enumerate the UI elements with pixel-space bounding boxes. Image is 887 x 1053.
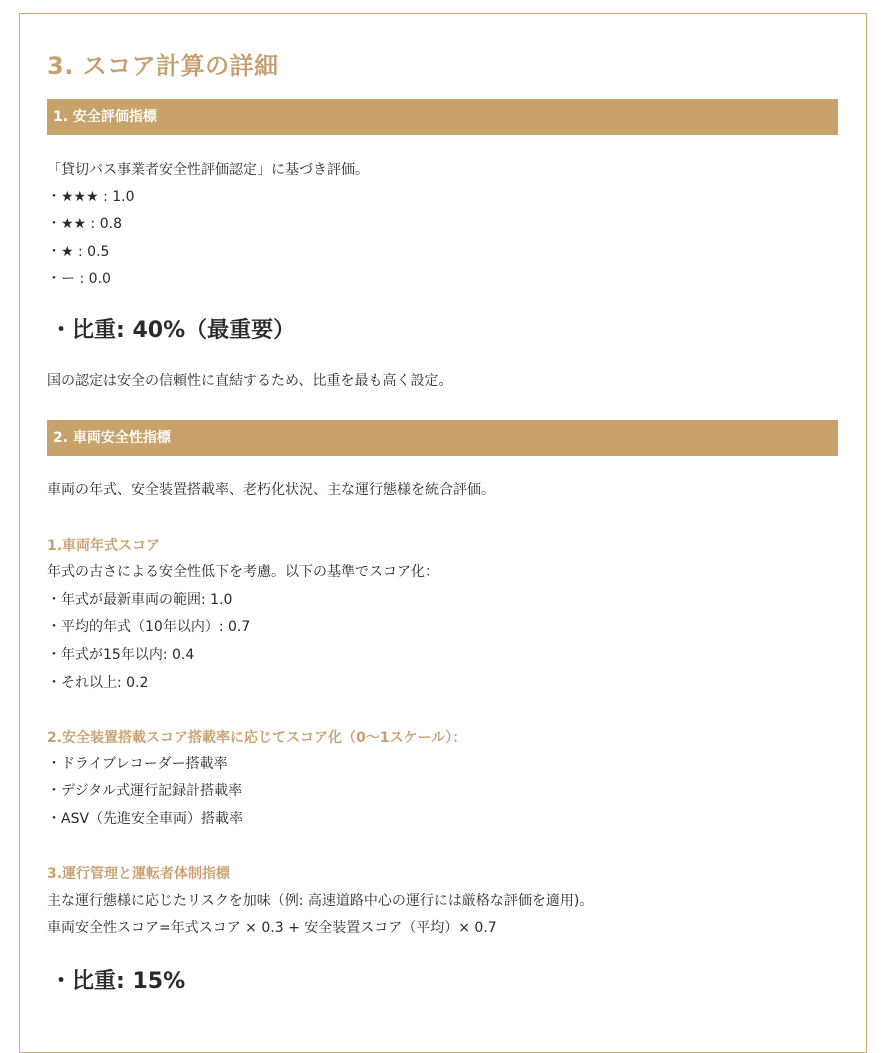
- operation-management-title: 3.運行管理と運転者体制指標: [47, 866, 231, 882]
- safety-equipment-score-title: 2.安全装置搭載スコア搭載率に応じてスコア化（0〜1スケール）：: [47, 730, 467, 746]
- rating-item-2star: ・★★ : 0.8: [47, 216, 122, 232]
- operation-management-desc: 主な運行態様に応じたリスクを加味（例: 高速道路中心の運行には厳格な評価を適用)。: [47, 893, 594, 909]
- year-item-15years: ・年式が15年以内: 0.4: [47, 647, 195, 663]
- section1-note: 国の認定は安全の信頼性に直結するため、比重を最も高く設定。: [47, 373, 453, 389]
- year-item-average: ・平均的年式（10年以内）: 0.7: [47, 619, 251, 635]
- rating-item-3star: ・★★★ : 1.0: [47, 189, 135, 205]
- equipment-item-dashcam: ・ドライブレコーダー搭載率: [47, 756, 228, 772]
- vehicle-year-score-desc: 年式の古さによる安全性低下を考慮。以下の基準でスコア化：: [47, 564, 439, 580]
- section1-weight: ・比重: 40%（最重要）: [50, 318, 296, 343]
- rating-item-none: ・ー : 0.0: [47, 271, 111, 287]
- section1-header: 1. 安全評価指標: [47, 99, 838, 135]
- section2-intro: 車両の年式、安全装置搭載率、老朽化状況、主な運行態様を統合評価。: [47, 482, 495, 498]
- year-item-newest: ・年式が最新車両の範囲: 1.0: [47, 592, 233, 608]
- rating-item-1star: ・★ : 0.5: [47, 244, 110, 260]
- section2-header: 2. 車両安全性指標: [47, 420, 838, 456]
- year-item-older: ・それ以上: 0.2: [47, 675, 149, 691]
- equipment-item-digital-tachograph: ・デジタル式運行記録計搭載率: [47, 783, 243, 799]
- vehicle-year-score-title: 1.車両年式スコア: [47, 538, 161, 554]
- equipment-item-asv: ・ASV（先進安全車両）搭載率: [47, 811, 244, 827]
- vehicle-safety-formula: 車両安全性スコア=年式スコア × 0.3 + 安全装置スコア（平均）× 0.7: [47, 920, 497, 936]
- section1-intro: 「貸切バス事業者安全性評価認定」に基づき評価。: [47, 162, 369, 178]
- page-title: 3. スコア計算の詳細: [47, 52, 279, 80]
- section2-weight: ・比重: 15%: [50, 969, 186, 994]
